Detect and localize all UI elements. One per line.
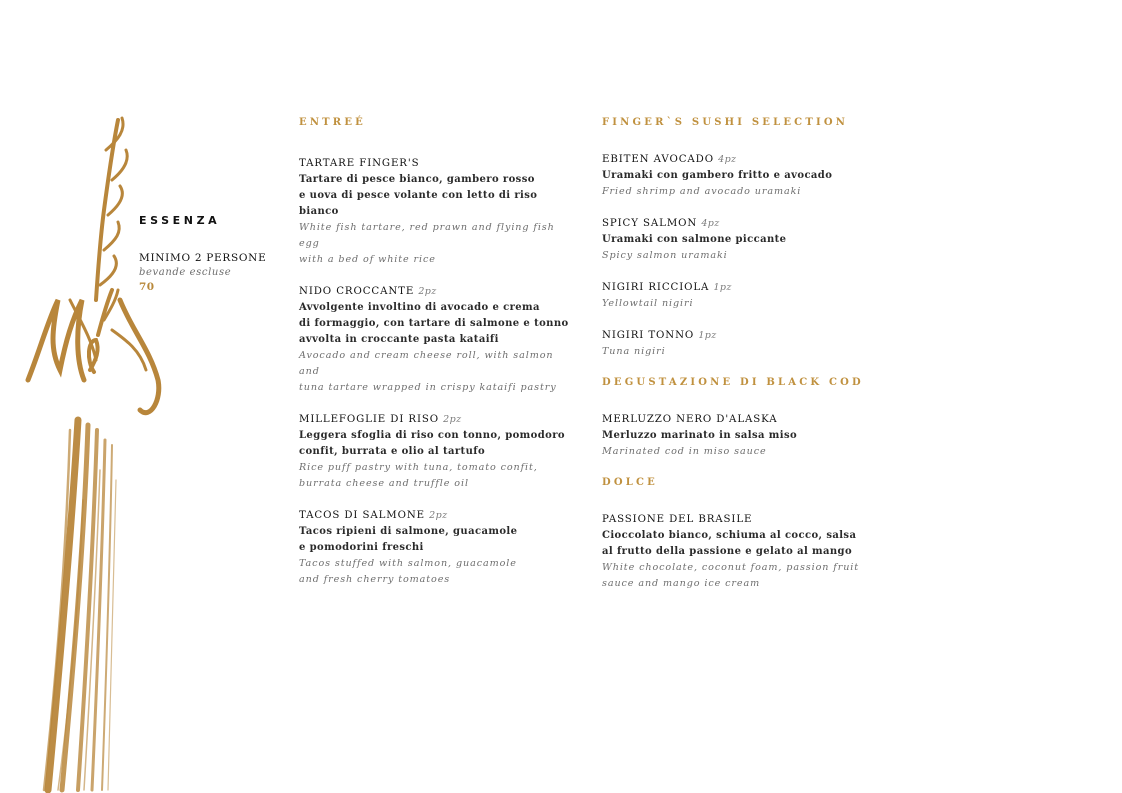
right-column bbox=[602, 116, 872, 608]
dish-description-it: Uramaki con gambero fritto e avocado bbox=[602, 170, 833, 181]
dish-name: EBITEN AVOCADO 4pz bbox=[602, 154, 737, 165]
dish-description-it: Cioccolato bianco, schiuma al cocco, salsa al frutto della passione e gelato al mango bbox=[602, 530, 857, 557]
dish-description-it: Avvolgente involtino di avocado e crema di formaggio, con tartare di salmone e tonno avvolta in croccante pasta kataifi bbox=[299, 302, 569, 345]
dish-description-en: Spicy salmon uramaki bbox=[602, 250, 728, 261]
section-items bbox=[602, 512, 872, 592]
dish-description-en: Tacos stuffed with salmon, guacamole and fresh cherry tomatoes bbox=[299, 558, 517, 585]
menu-section bbox=[299, 116, 569, 588]
dish-name: MILLEFOGLIE DI RISO 2pz bbox=[299, 414, 462, 425]
dish-description-en: Yellowtail nigiri bbox=[602, 298, 694, 309]
piece-count: 1pz bbox=[713, 282, 732, 293]
dish-description-en: Avocado and cream cheese roll, with salmon and tuna tartare wrapped in crispy kataifi pastry bbox=[299, 350, 557, 393]
menu-item bbox=[299, 156, 569, 268]
minimum-persons: MINIMO 2 PERSONE bbox=[139, 252, 267, 264]
price: 70 bbox=[139, 281, 155, 293]
piece-count: 1pz bbox=[698, 330, 717, 341]
section-title: DOLCE bbox=[602, 477, 658, 488]
menu-section bbox=[602, 476, 872, 592]
calligraphy-brush-logo bbox=[0, 0, 200, 793]
section-title: ENTREÉ bbox=[299, 117, 366, 128]
dish-description-it: Leggera sfoglia di riso con tonno, pomodoro confit, burrata e olio al tartufo bbox=[299, 430, 565, 457]
section-items bbox=[299, 156, 569, 588]
piece-count: 4pz bbox=[718, 154, 737, 165]
dish-name: PASSIONE DEL BRASILE bbox=[602, 514, 753, 525]
menu-item bbox=[602, 280, 872, 312]
menu-item bbox=[602, 328, 872, 360]
essenza-block bbox=[139, 214, 279, 293]
section-title: DEGUSTAZIONE DI BLACK COD bbox=[602, 377, 864, 388]
dish-name: NIGIRI RICCIOLA 1pz bbox=[602, 282, 732, 293]
left-column bbox=[299, 116, 569, 604]
section-title: FINGER`S SUSHI SELECTION bbox=[602, 117, 849, 128]
menu-item bbox=[602, 216, 872, 264]
piece-count: 2pz bbox=[429, 510, 448, 521]
drinks-excluded: bevande escluse bbox=[139, 267, 232, 278]
piece-count: 4pz bbox=[701, 218, 720, 229]
dish-description-en: White chocolate, coconut foam, passion fruit sauce and mango ice cream bbox=[602, 562, 860, 589]
menu-item bbox=[299, 508, 569, 588]
menu-item bbox=[602, 512, 872, 592]
dish-name: NIDO CROCCANTE 2pz bbox=[299, 286, 437, 297]
menu-item bbox=[299, 412, 569, 492]
essenza-title: ESSENZA bbox=[139, 214, 221, 227]
dish-description-it: Tacos ripieni di salmone, guacamole e pomodorini freschi bbox=[299, 526, 518, 553]
dish-description-it: Merluzzo marinato in salsa miso bbox=[602, 430, 798, 441]
dish-description-it: Tartare di pesce bianco, gambero rosso e uova di pesce volante con letto di riso bianco bbox=[299, 174, 538, 217]
menu-item bbox=[299, 284, 569, 396]
piece-count: 2pz bbox=[418, 286, 437, 297]
section-items bbox=[602, 152, 872, 360]
dish-name: SPICY SALMON 4pz bbox=[602, 218, 720, 229]
dish-description-en: Rice puff pastry with tuna, tomato confit, burrata cheese and truffle oil bbox=[299, 462, 538, 489]
menu-section bbox=[602, 116, 872, 360]
piece-count: 2pz bbox=[443, 414, 462, 425]
menu-item bbox=[602, 152, 872, 200]
dish-name: TARTARE FINGER'S bbox=[299, 158, 420, 169]
dish-description-en: Marinated cod in miso sauce bbox=[602, 446, 767, 457]
dish-description-en: White fish tartare, red prawn and flying fish egg with a bed of white rice bbox=[299, 222, 555, 265]
dish-name: MERLUZZO NERO D'ALASKA bbox=[602, 414, 778, 425]
section-items bbox=[602, 412, 872, 460]
menu-item bbox=[602, 412, 872, 460]
dish-description-en: Tuna nigiri bbox=[602, 346, 666, 357]
menu-section bbox=[602, 376, 872, 460]
dish-name: NIGIRI TONNO 1pz bbox=[602, 330, 717, 341]
dish-description-en: Fried shrimp and avocado uramaki bbox=[602, 186, 802, 197]
dish-name: TACOS DI SALMONE 2pz bbox=[299, 510, 448, 521]
dish-description-it: Uramaki con salmone piccante bbox=[602, 234, 787, 245]
